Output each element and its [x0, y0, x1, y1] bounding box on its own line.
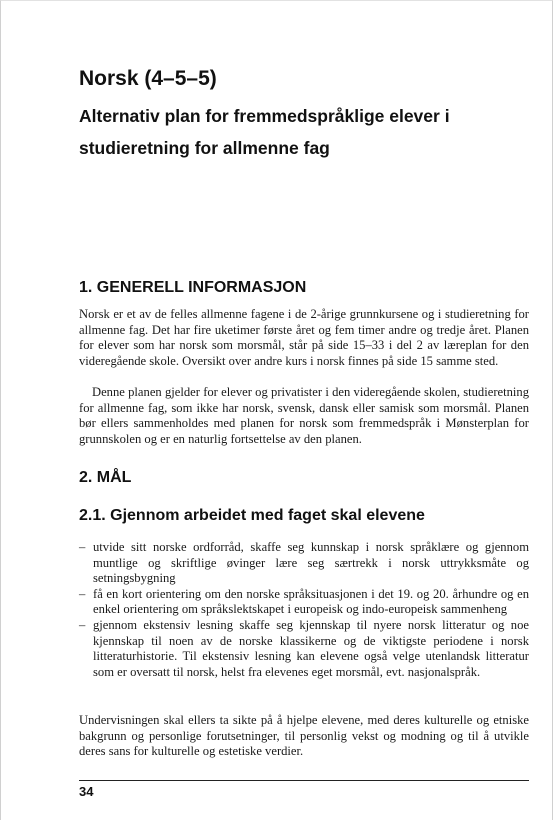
paragraph-scope: Denne planen gjelder for elever og privatister i den videregående skolen, studieretning for allmenne fag, som ikke har norsk, svensk, dansk eller samisk som morsmål. Planen bør ellers sammenholdes med planen for norsk som fremmedspråk i Mønsterplan for grunnskolen og er en naturlig fortsettelse av den planen.: [79, 385, 529, 446]
subsection-heading-goals: 2.1. Gjennom arbeidet med faget skal elevene: [79, 507, 425, 524]
list-item: – få en kort orientering om den norske språksituasjonen i det 19. og 20. århundre og en enkel orientering om språkslektskapet i europeisk og indo-europeisk sammenheng: [79, 587, 529, 618]
paragraph-closing: Undervisningen skal ellers ta sikte på å hjelpe elevene, med deres kulturelle og etniske bakgrunn og personlige forutsetninger, til personlig vekst og modning og til å utvikle deres sans for kulturelle og estetiske verdier.: [79, 713, 529, 759]
goals-list: [79, 540, 529, 680]
section-heading-goals: 2. MÅL: [79, 469, 132, 486]
footer-divider: [79, 780, 529, 781]
paragraph-intro: Norsk er et av de felles allmenne fagene i de 2-årige grunnkursene og i studieretning for allmenne fag. Det har fire uketimer første året og fem timer andre og tredje året. Planen for elever som har norsk som morsmål, står på side 15–33 i del 2 av læreplan for den videregående skole. Oversikt over andre kurs i norsk finnes på side 15 samme sted.: [79, 307, 529, 368]
list-item: – gjennom ekstensiv lesning skaffe seg kjennskap til nyere norsk litteratur og noe kjennskap til noen av de norske klassikerne og de viktigste periodene i norsk litteraturhistorie. Til ekstensiv lesning kan elevene også velge utenlandsk litteratur som er oversatt til norsk, helst fra elevenes eget morsmål, evt. nasjonalspråk.: [79, 618, 529, 680]
document-subtitle: Alternativ plan for fremmedspråklige elever i studieretning for allmenne fag: [79, 106, 450, 158]
page-number: 34: [79, 784, 94, 799]
section-heading-general-information: 1. GENERELL INFORMASJON: [79, 279, 307, 296]
document-title: Norsk (4–5–5): [79, 67, 217, 90]
list-item: – utvide sitt norske ordforråd, skaffe seg kunnskap i norsk språklære og gjennom muntlige og skriftlige øvinger lære seg særtrekk i norsk uttrykksmåte og setningsbygning: [79, 540, 529, 587]
